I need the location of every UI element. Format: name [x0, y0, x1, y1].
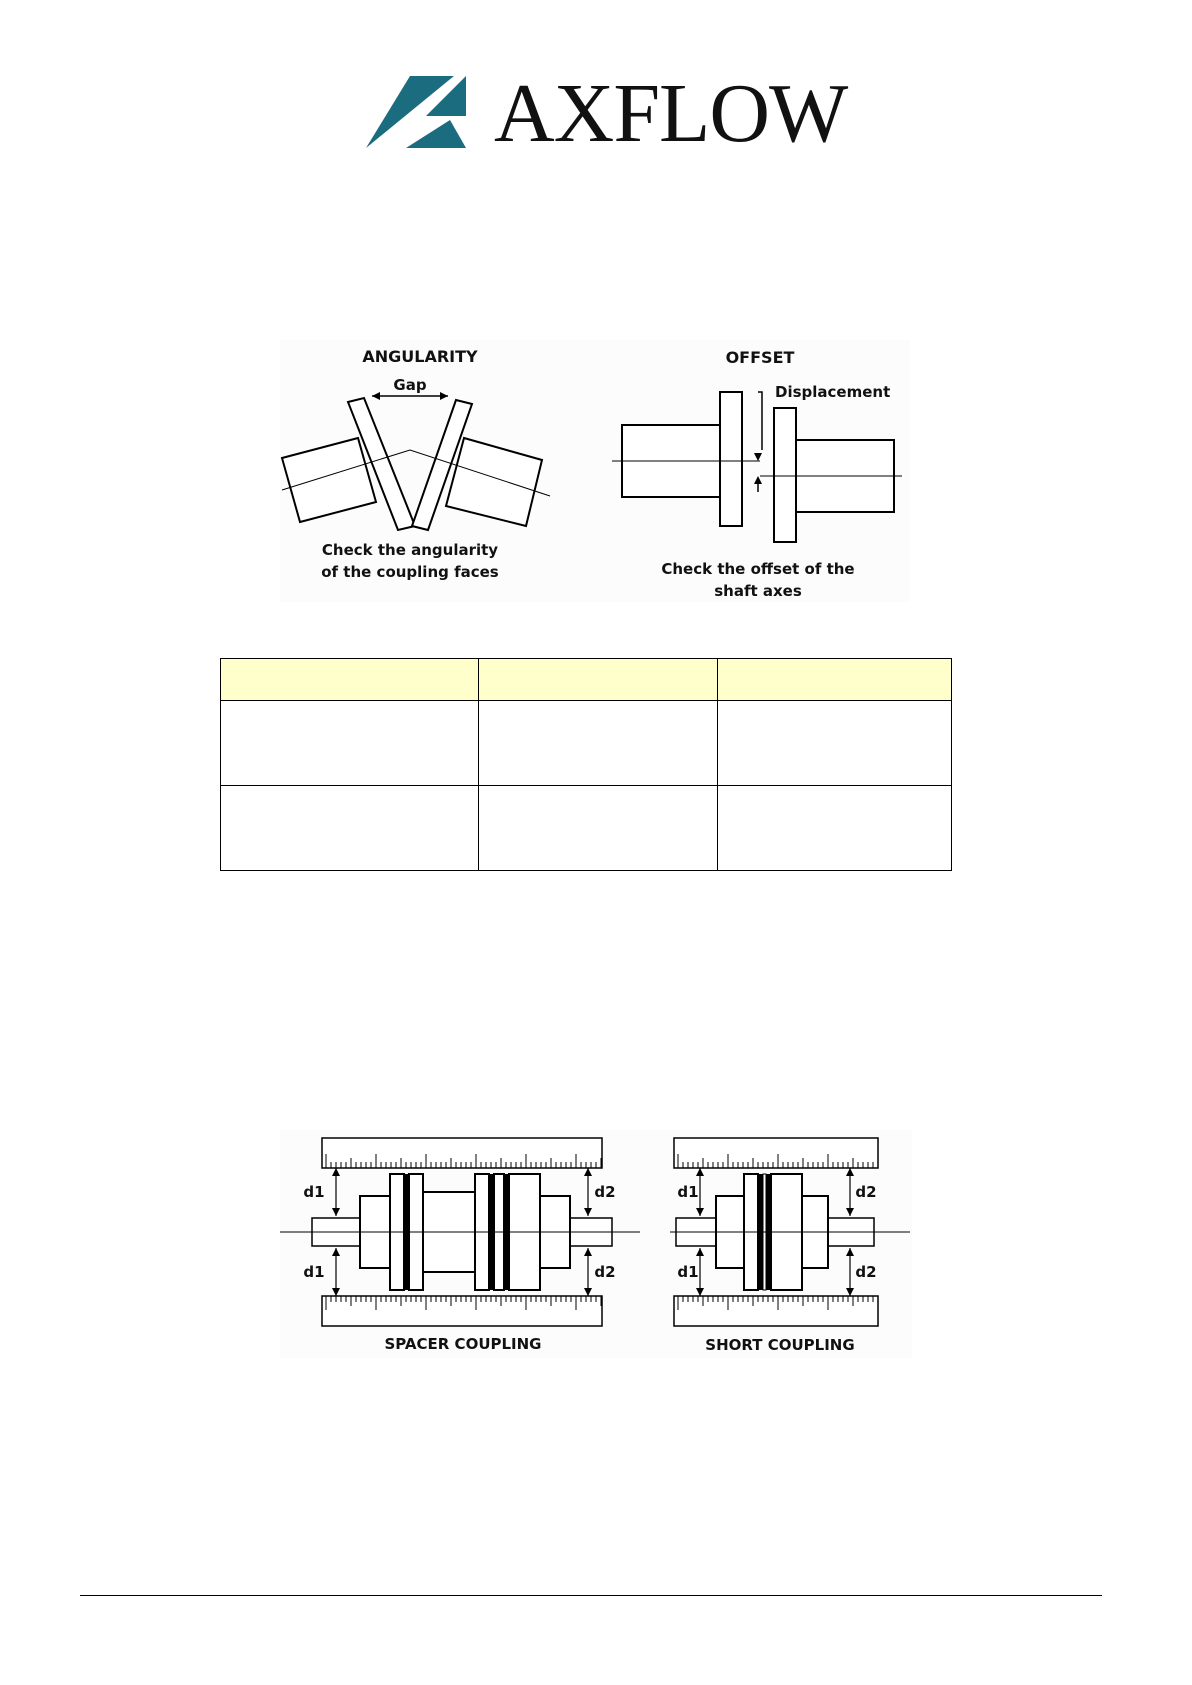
table-header-cell	[718, 659, 952, 701]
table-cell	[478, 786, 718, 871]
table-row	[221, 786, 952, 871]
table-cell	[221, 786, 479, 871]
short-top-ruler	[674, 1138, 878, 1168]
short-bottom-ruler	[674, 1296, 878, 1326]
gap-label: Gap	[393, 376, 427, 394]
angularity-caption-line1: Check the angularity	[321, 541, 499, 559]
table-header-row	[221, 659, 952, 701]
axflow-logo	[366, 67, 848, 160]
short-d1-top-label: d1	[677, 1183, 699, 1201]
alignment-figure	[280, 340, 910, 602]
spacer-bottom-ruler	[322, 1296, 602, 1326]
angularity-title: ANGULARITY	[362, 347, 478, 366]
table-row	[221, 701, 952, 786]
displacement-label: Displacement	[775, 383, 891, 401]
alignment-table	[220, 658, 952, 871]
spacer-d2-bottom-label: d2	[594, 1263, 616, 1281]
table-cell	[221, 701, 479, 786]
spacer-coupling-label: SPACER COUPLING	[384, 1335, 542, 1353]
offset-title: OFFSET	[725, 348, 795, 367]
short-d2-bottom-label: d2	[855, 1263, 877, 1281]
table-header-cell	[478, 659, 718, 701]
table-header-cell	[221, 659, 479, 701]
coupling-figure	[280, 1130, 912, 1358]
axflow-wordmark: AXFLOW	[494, 67, 848, 160]
spacer-top-ruler	[322, 1138, 602, 1168]
offset-caption-line1: Check the offset of the	[661, 560, 855, 578]
axflow-mark-icon	[366, 76, 494, 152]
table-cell	[478, 701, 718, 786]
spacer-d1-top-label: d1	[303, 1183, 325, 1201]
offset-diagram	[612, 348, 902, 600]
spacer-d2-top-label: d2	[594, 1183, 616, 1201]
table-cell	[718, 701, 952, 786]
short-d1-bottom-label: d1	[677, 1263, 699, 1281]
short-d2-top-label: d2	[855, 1183, 877, 1201]
offset-caption-line2: shaft axes	[714, 582, 802, 600]
spacer-d1-bottom-label: d1	[303, 1263, 325, 1281]
table-cell	[718, 786, 952, 871]
short-coupling-label: SHORT COUPLING	[705, 1336, 855, 1354]
angularity-diagram	[282, 347, 550, 581]
angularity-caption-line2: of the coupling faces	[321, 563, 499, 581]
footer-rule	[80, 1595, 1102, 1596]
